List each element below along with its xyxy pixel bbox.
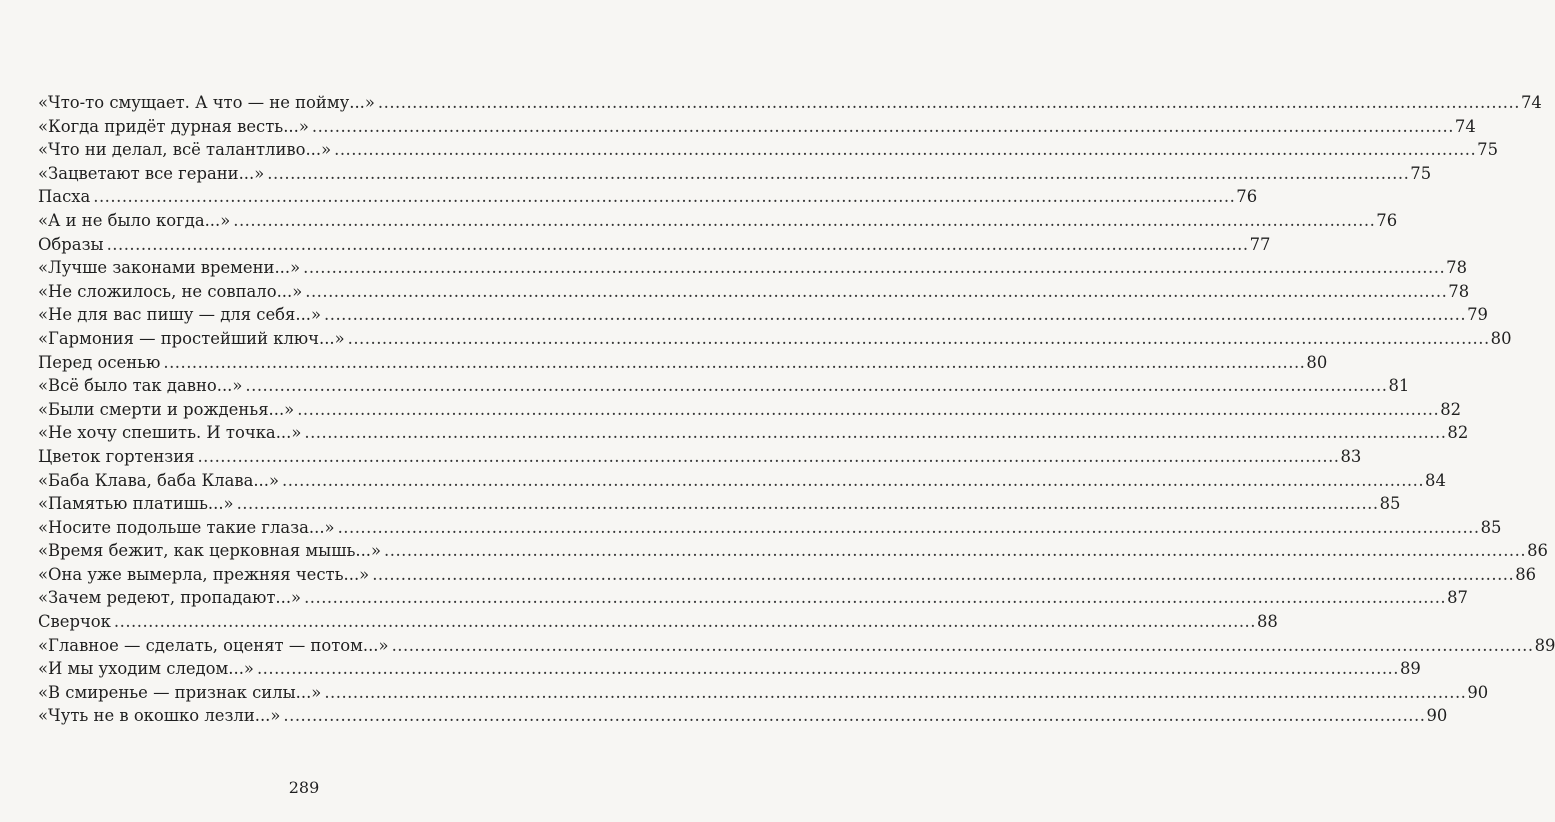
toc-entry <box>38 91 1542 115</box>
toc-entry-page: 81 <box>1388 376 1410 396</box>
toc-entry-title: «И мы уходим следом...» <box>38 659 254 679</box>
toc-entry-page: 76 <box>1236 187 1258 207</box>
toc-entry <box>38 233 1271 257</box>
toc-entry-page: 86 <box>1515 564 1537 584</box>
toc-entry-page: 80 <box>1306 352 1328 372</box>
dot-leader: ........................................................................................................................................................................................................ <box>384 541 1527 561</box>
toc-entry <box>38 256 1468 280</box>
toc-entry <box>38 492 1401 516</box>
toc-entry-page: 82 <box>1447 423 1469 443</box>
toc-entry <box>38 351 1328 375</box>
toc-entry-page: 83 <box>1340 446 1362 466</box>
toc-entry <box>38 516 1502 540</box>
toc-entry-page: 77 <box>1249 234 1271 254</box>
toc-entry-title: «Гармония — простейший ключ...» <box>38 328 345 348</box>
table-of-contents <box>38 91 1555 728</box>
toc-entry-page: 76 <box>1376 210 1398 230</box>
toc-entry-page: 89 <box>1399 659 1421 679</box>
dot-leader: ........................................................................................................................................................................................................ <box>163 352 1306 372</box>
dot-leader: ........................................................................................................................................................................................................ <box>391 635 1534 655</box>
toc-entry-title: «Что ни делал, всё талантливо...» <box>38 140 332 160</box>
toc-entry-title: «Не для вас пишу — для себя...» <box>38 305 322 325</box>
toc-entry-page: 74 <box>1454 116 1476 136</box>
toc-entry-title: «А и не было когда...» <box>38 210 231 230</box>
dot-leader: ........................................................................................................................................................................................................ <box>106 234 1249 254</box>
toc-entry-page: 90 <box>1467 682 1489 702</box>
dot-leader: ........................................................................................................................................................................................................ <box>113 612 1256 632</box>
toc-entry <box>38 634 1555 658</box>
toc-entry-title: «Время бежит, как церковная мышь...» <box>38 541 382 561</box>
toc-entry <box>38 303 1488 327</box>
dot-leader: ........................................................................................................................................................................................................ <box>324 305 1467 325</box>
dot-leader: ........................................................................................................................................................................................................ <box>377 93 1520 112</box>
toc-entry-title: Сверчок <box>38 612 111 632</box>
toc-entry-title: «Она уже вымерла, прежняя честь...» <box>38 564 370 584</box>
dot-leader: ........................................................................................................................................................................................................ <box>267 163 1410 183</box>
toc-entry-title: «Зачем редеют, пропадают...» <box>38 588 302 608</box>
toc-entry-title: «Всё было так давно...» <box>38 376 243 396</box>
toc-entry-page: 79 <box>1467 305 1488 325</box>
toc-entry <box>38 563 1537 587</box>
dot-leader: ........................................................................................................................................................................................................ <box>93 187 1236 207</box>
toc-entry-page: 90 <box>1426 706 1448 726</box>
toc-entry <box>38 657 1421 681</box>
page-number: 289 <box>288 778 320 797</box>
toc-entry <box>38 327 1512 351</box>
toc-entry-page: 84 <box>1425 470 1446 490</box>
toc-entry-title: «Главное — сделать, оценят — потом...» <box>38 635 389 655</box>
toc-entry-page: 88 <box>1256 612 1278 632</box>
dot-leader: ........................................................................................................................................................................................................ <box>245 376 1388 396</box>
toc-entry-title: «Памятью платишь...» <box>38 494 234 514</box>
toc-entry-title: Перед осенью <box>38 352 161 372</box>
toc-entry <box>38 539 1548 563</box>
toc-entry <box>38 586 1468 610</box>
toc-entry <box>38 209 1398 233</box>
toc-entry <box>38 610 1278 634</box>
toc-entry-page: 80 <box>1490 328 1512 348</box>
toc-entry-page: 78 <box>1446 258 1468 278</box>
toc-entry <box>38 374 1410 398</box>
toc-entry-page: 86 <box>1527 541 1548 561</box>
toc-entry-title: Пасха <box>38 187 91 207</box>
toc-entry-page: 75 <box>1477 140 1499 160</box>
dot-leader: ........................................................................................................................................................................................................ <box>256 659 1399 679</box>
toc-entry-title: «Что-то смущает. А что — не пойму...» <box>38 93 375 112</box>
toc-entry-title: «Были смерти и рожденья...» <box>38 399 295 419</box>
toc-entry <box>38 681 1489 705</box>
toc-entry-title: Цветок гортензия <box>38 446 195 466</box>
toc-entry-title: «В смиренье — признак силы...» <box>38 682 322 702</box>
toc-entry-page: 87 <box>1447 588 1468 608</box>
dot-leader: ........................................................................................................................................................................................................ <box>197 446 1340 466</box>
toc-entry-title: «Не хочу спешить. И точка...» <box>38 423 302 443</box>
dot-leader: ........................................................................................................................................................................................................ <box>303 258 1446 278</box>
dot-leader: ........................................................................................................................................................................................................ <box>372 564 1515 584</box>
toc-entry <box>38 280 1470 304</box>
dot-leader: ........................................................................................................................................................................................................ <box>304 423 1447 443</box>
toc-entry-page: 78 <box>1448 281 1470 301</box>
dot-leader: ........................................................................................................................................................................................................ <box>236 494 1379 514</box>
toc-entry-title: «Баба Клава, баба Клава...» <box>38 470 280 490</box>
dot-leader: ........................................................................................................................................................................................................ <box>311 116 1454 136</box>
toc-entry-title: «Зацветают все герани...» <box>38 163 265 183</box>
toc-entry-page: 85 <box>1480 517 1502 537</box>
toc-entry-title: «Не сложилось, не совпало...» <box>38 281 303 301</box>
dot-leader: ........................................................................................................................................................................................................ <box>347 328 1490 348</box>
toc-entry-page: 82 <box>1440 399 1462 419</box>
toc-entry-title: «Когда придёт дурная весть...» <box>38 116 309 136</box>
dot-leader: ........................................................................................................................................................................................................ <box>297 399 1440 419</box>
dot-leader: ........................................................................................................................................................................................................ <box>334 140 1477 160</box>
toc-entry-title: «Лучше законами времени...» <box>38 258 301 278</box>
toc-entry <box>38 469 1446 493</box>
toc-entry-page: 89 <box>1534 635 1555 655</box>
toc-entry <box>38 445 1362 469</box>
dot-leader: ........................................................................................................................................................................................................ <box>305 281 1448 301</box>
dot-leader: ........................................................................................................................................................................................................ <box>337 517 1480 537</box>
dot-leader: ........................................................................................................................................................................................................ <box>283 706 1426 726</box>
toc-entry-page: 85 <box>1379 494 1401 514</box>
toc-entry-page: 75 <box>1410 163 1432 183</box>
dot-leader: ........................................................................................................................................................................................................ <box>233 210 1376 230</box>
toc-entry-title: «Чуть не в окошко лезли...» <box>38 706 281 726</box>
dot-leader: ........................................................................................................................................................................................................ <box>304 588 1447 608</box>
toc-entry <box>38 115 1476 139</box>
toc-entry <box>38 162 1432 186</box>
toc-entry-page: 74 <box>1520 93 1542 112</box>
toc-entry-title: «Носите подольше такие глаза...» <box>38 517 335 537</box>
toc-entry-title: Образы <box>38 234 104 254</box>
dot-leader: ........................................................................................................................................................................................................ <box>282 470 1425 490</box>
toc-entry <box>38 398 1462 422</box>
toc-entry <box>38 185 1258 209</box>
dot-leader: ........................................................................................................................................................................................................ <box>324 682 1467 702</box>
toc-entry <box>38 138 1499 162</box>
toc-entry <box>38 421 1469 445</box>
toc-entry <box>38 704 1448 728</box>
